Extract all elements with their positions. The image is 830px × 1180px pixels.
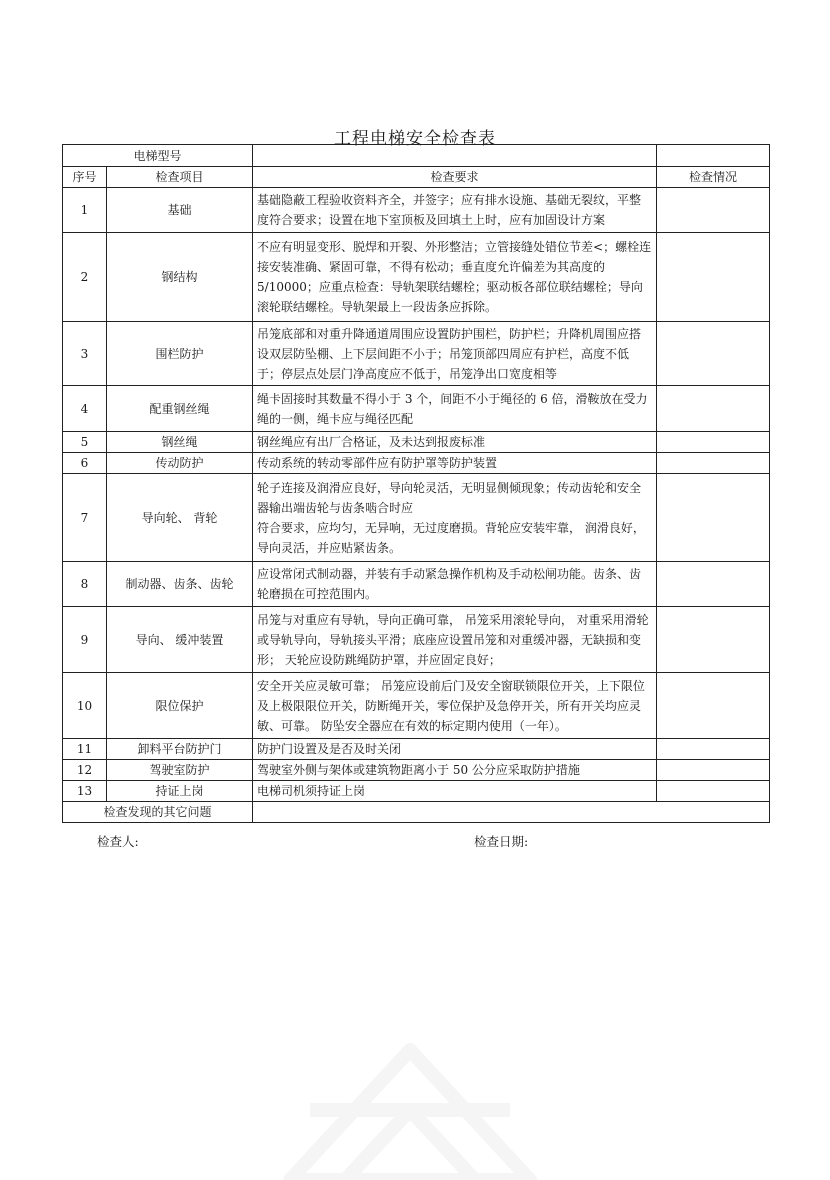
check-status-cell[interactable] xyxy=(657,673,770,739)
table-row xyxy=(63,607,770,673)
other-issues-row xyxy=(63,802,770,823)
page-title: 工程电梯安全检查表 xyxy=(334,129,496,149)
row-number: 6 xyxy=(63,453,107,474)
requirement-line: 绳卡固接时其数量不得小于 3 个，间距不小于绳径的 6 倍，滑鞍放在受力绳的一侧，绳卡应与绳径匹配 xyxy=(257,391,648,426)
check-requirement xyxy=(253,562,657,607)
row-number: 13 xyxy=(63,781,107,802)
model-label: 电梯型号 xyxy=(63,145,253,167)
table-row xyxy=(63,739,770,760)
requirement-line: 电梯司机须持证上岗 xyxy=(257,784,366,798)
check-item: 钢结构 xyxy=(107,233,253,322)
check-status-cell[interactable] xyxy=(657,607,770,673)
check-item: 驾驶室防护 xyxy=(107,760,253,781)
requirement-line: 钢丝绳应有出厂合格证，及未达到报废标准 xyxy=(257,435,486,449)
check-item: 基础 xyxy=(107,188,253,233)
rows-body xyxy=(63,188,770,802)
requirement-line: 符合要求，应均匀，无异响，无过度磨损。背轮应安装牢靠， 润滑良好，导向灵活，并应贴紧齿条。 xyxy=(257,520,645,555)
table-row xyxy=(63,322,770,386)
table-row xyxy=(63,760,770,781)
row-number: 1 xyxy=(63,188,107,233)
check-status-cell[interactable] xyxy=(657,739,770,760)
table-row xyxy=(63,233,770,322)
header-item: 检查项目 xyxy=(107,167,253,188)
header-requirement: 检查要求 xyxy=(253,167,657,188)
check-requirement xyxy=(253,607,657,673)
check-requirement xyxy=(253,474,657,562)
check-item: 卸料平台防护门 xyxy=(107,739,253,760)
check-item: 围栏防护 xyxy=(107,322,253,386)
requirement-line: 安全开关应灵敏可靠； 吊笼应设前后门及安全窗联锁限位开关，上下限位及上极限限位开关，防断绳开关，零位保护及急停开关，所有开关均应灵敏、可靠。 防坠安全器应在有效的标定期内使用（一年）。 xyxy=(257,678,645,733)
check-status-cell[interactable] xyxy=(657,322,770,386)
check-requirement xyxy=(253,453,657,474)
table-row xyxy=(63,562,770,607)
check-item: 传动防护 xyxy=(107,453,253,474)
row-number: 4 xyxy=(63,386,107,432)
row-number: 2 xyxy=(63,233,107,322)
check-status-cell[interactable] xyxy=(657,760,770,781)
requirement-line: 吊笼与对重应有导轨，导向正确可靠， 吊笼采用滚轮导向， 对重采用滑轮或导轨导向，导轨接头平滑；底座应设置吊笼和对重缓冲器，无缺损和变形； 天轮应设防跳绳防护罩，并应固定良好； xyxy=(257,612,649,667)
check-item: 持证上岗 xyxy=(107,781,253,802)
row-number: 9 xyxy=(63,607,107,673)
check-status-cell[interactable] xyxy=(657,233,770,322)
check-item: 导向轮、 背轮 xyxy=(107,474,253,562)
other-issues-label: 检查发现的其它问题 xyxy=(63,802,253,823)
table-row xyxy=(63,432,770,453)
check-status-cell[interactable] xyxy=(657,432,770,453)
requirement-line: 防护门设置及是否及时关闭 xyxy=(257,742,402,756)
row-number: 8 xyxy=(63,562,107,607)
requirement-line: 吊笼底部和对重升降通道周围应设置防护围栏，防护栏；升降机周围应搭设双层防坠棚、上下层间距不小于；吊笼顶部四周应有护栏，高度不低于；停层点处层门净高度应不低于，吊笼净出口宽度相等 xyxy=(257,326,642,381)
check-item: 配重钢丝绳 xyxy=(107,386,253,432)
watermark-logo-icon xyxy=(250,990,570,1180)
check-status-cell[interactable] xyxy=(657,386,770,432)
table-row xyxy=(63,453,770,474)
row-number: 5 xyxy=(63,432,107,453)
requirement-line: 基础隐蔽工程验收资料齐全，并签字；应有排水设施、基础无裂纹，平整度符合要求；设置在地下室顶板及回填土上时，应有加固设计方案 xyxy=(257,193,642,227)
requirement-line: 驾驶室外侧与架体或建筑物距离小于 50 公分应采取防护措施 xyxy=(257,763,580,777)
check-item: 限位保护 xyxy=(107,673,253,739)
header-row xyxy=(63,167,770,188)
check-requirement xyxy=(253,432,657,453)
check-requirement xyxy=(253,322,657,386)
table-row xyxy=(63,188,770,233)
row-number: 7 xyxy=(63,474,107,562)
other-issues-value[interactable] xyxy=(253,802,770,823)
row-number: 3 xyxy=(63,322,107,386)
check-requirement xyxy=(253,386,657,432)
check-requirement xyxy=(253,781,657,802)
check-requirement xyxy=(253,673,657,739)
header-no: 序号 xyxy=(63,167,107,188)
requirement-line: 不应有明显变形、脱焊和开裂、外形整洁；立管接缝处错位节差<；螺栓连接安装准确、紧固可靠，不得有松动；垂直度允许偏差为其高度的5/10000；应重点检查：导轨架联结螺栓；驱动板各部位联结螺栓；导向滚轮联结螺栓。导轨架最上一段齿条应拆除。 xyxy=(257,240,652,314)
check-status-cell[interactable] xyxy=(657,188,770,233)
check-requirement xyxy=(253,739,657,760)
inspector-label: 检查人: xyxy=(97,834,139,849)
model-extra-cell[interactable] xyxy=(657,145,770,167)
table-row xyxy=(63,474,770,562)
check-requirement xyxy=(253,760,657,781)
check-item: 导向、 缓冲装置 xyxy=(107,607,253,673)
table-row xyxy=(63,386,770,432)
check-status-cell[interactable] xyxy=(657,781,770,802)
check-status-cell[interactable] xyxy=(657,562,770,607)
row-number: 12 xyxy=(63,760,107,781)
table-row xyxy=(63,673,770,739)
requirement-line: 应设常闭式制动器，并装有手动紧急操作机构及手动松闸功能。齿条、齿轮磨损在可控范围内。 xyxy=(257,567,642,601)
table-row xyxy=(63,781,770,802)
requirement-line: 传动系统的转动零部件应有防护罩等防护装置 xyxy=(257,456,498,470)
check-status-cell[interactable] xyxy=(657,474,770,562)
check-requirement xyxy=(253,188,657,233)
inspection-date-label: 检查日期: xyxy=(474,834,529,849)
inspection-table xyxy=(62,144,770,823)
check-item: 钢丝绳 xyxy=(107,432,253,453)
requirement-line: 轮子连接及润滑应良好，导向轮灵活，无明显侧倾现象；传动齿轮和安全器输出端齿轮与齿条啮合时应 xyxy=(257,480,642,515)
check-status-cell[interactable] xyxy=(657,453,770,474)
row-number: 10 xyxy=(63,673,107,739)
check-requirement xyxy=(253,233,657,322)
model-value-cell[interactable] xyxy=(253,145,657,167)
header-status: 检查情况 xyxy=(657,167,770,188)
model-row xyxy=(63,145,770,167)
check-item: 制动器、齿条、齿轮 xyxy=(107,562,253,607)
row-number: 11 xyxy=(63,739,107,760)
